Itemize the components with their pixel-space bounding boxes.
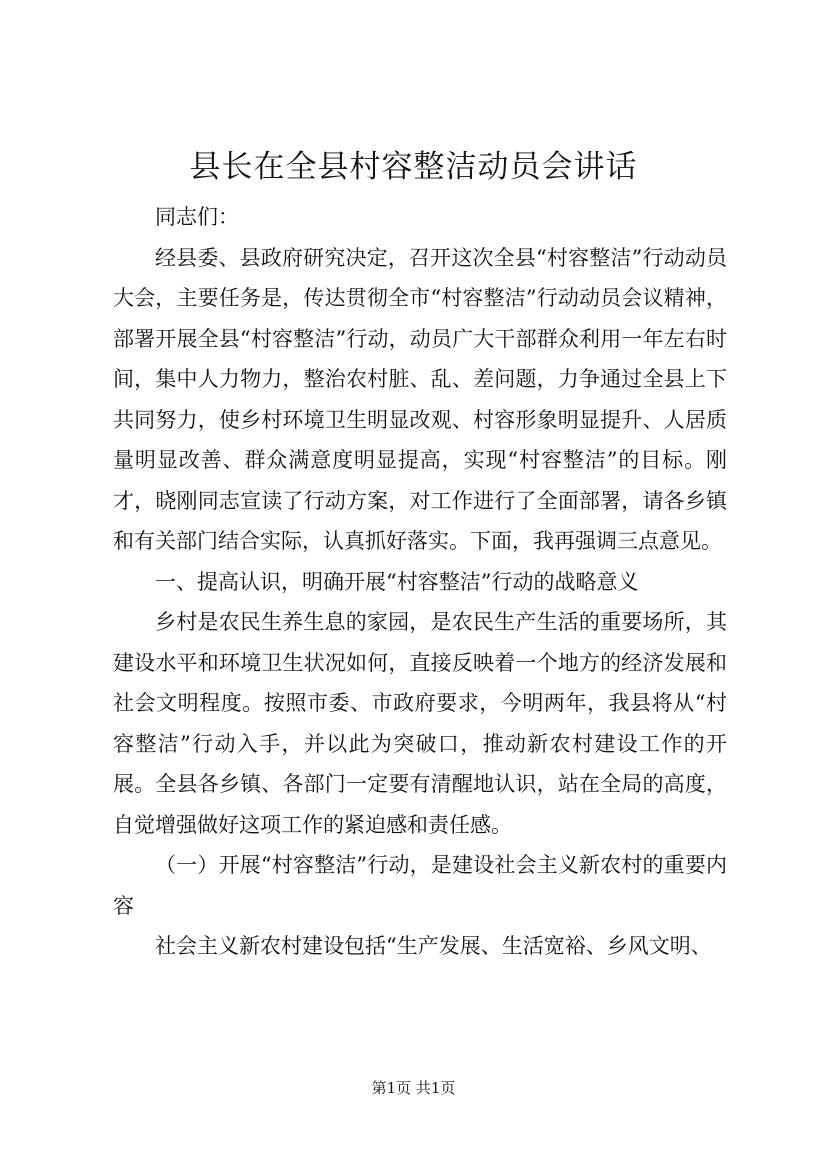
document-title: 县长在全县村容整洁动员会讲话 xyxy=(189,149,638,185)
body-paragraph: 经县委、县政府研究决定，召开这次全县“村容整洁”行动动员大会，主要任务是，传达贯彻全市“村容整洁”行动动员会议精神，部署开展全县“村容整洁”行动，动员广大干部群众利用一年左右时间，集中人力物力，整治农村脏、乱、差问题，力争通过全县上下共同努力，使乡村环境卫生明显改观、村容形象明显提升、人居质量明显改善、群众满意度明显提高，实现“村容整洁”的目标。刚才，晓刚同志宣读了行动方案，对工作进行了全面部署，请各乡镇和有关部门结合实际，认真抓好落实。下面，我再强调三点意见。 xyxy=(113,245,727,553)
subsection-heading: （一）开展“村容整洁”行动，是建设社会主义新农村的重要内容 xyxy=(113,853,727,918)
body-paragraph: 社会主义新农村建设包括“生产发展、生活宽裕、乡风文明、 xyxy=(155,934,712,958)
body-paragraph: 乡村是农民生养生息的家园，是农民生产生活的重要场所，其建设水平和环境卫生状况如何，直接反映着一个地方的经济发展和社会文明程度。按照市委、市政府要求，今明两年，我县将从“村容整洁”行动入手，并以此为突破口，推动新农村建设工作的开展。全县各乡镇、各部门一定要有清醒地认识，站在全局的高度，自觉增强做好这项工作的紧迫感和责任感。 xyxy=(113,610,727,837)
document-body xyxy=(113,197,727,967)
salutation-paragraph: 同志们： xyxy=(155,205,239,229)
page-footer: 第1页 共1页 xyxy=(371,1079,456,1097)
section-heading: 一、提高认识，明确开展“村容整洁”行动的战略意义 xyxy=(155,569,639,594)
